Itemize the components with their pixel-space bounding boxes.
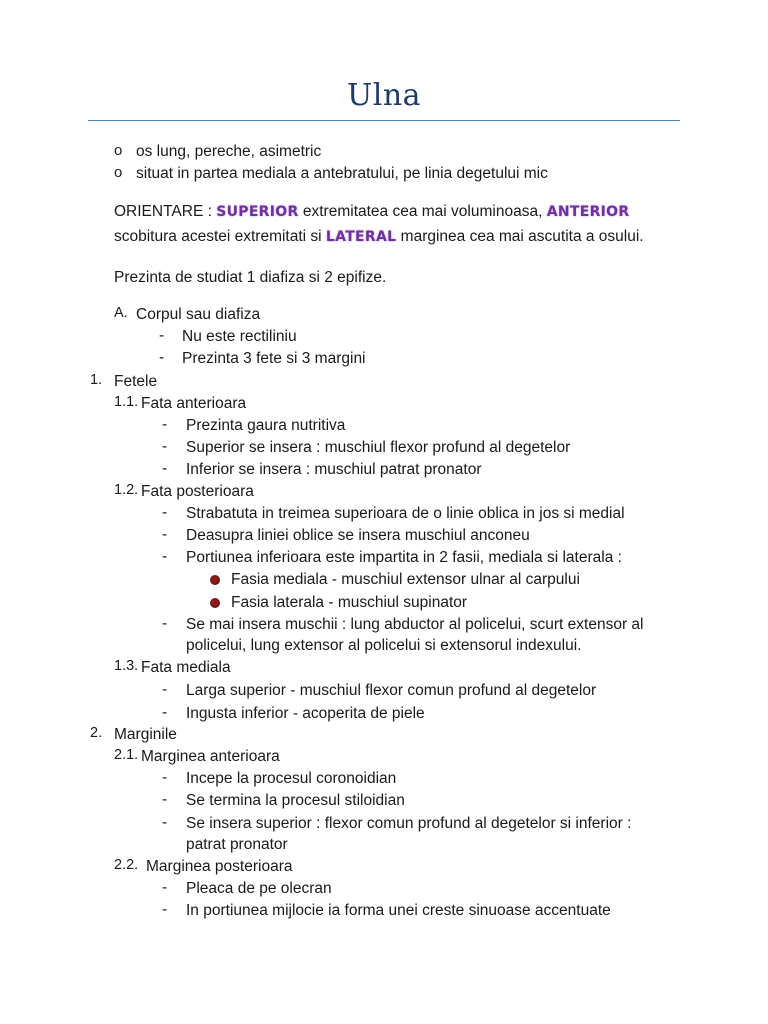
list-item-continuation: policelui, lung extensor al policelui si extensorul indexului. — [186, 637, 582, 654]
dash-bullet: - — [162, 704, 168, 721]
list-item: Incepe la procesul coronoidian — [186, 770, 397, 787]
list-item: Prezinta 3 fete si 3 margini — [182, 350, 366, 367]
subsection-marker: 1.1. — [114, 394, 139, 410]
title-rule — [88, 120, 680, 121]
subsection-marker: 2.2. — [114, 857, 139, 873]
intro-bullet-text: situat in partea mediala a antebratului, pe linia degetului mic — [136, 165, 548, 182]
keyword-anterior: ANTERIOR — [546, 204, 630, 220]
list-item: Se termina la procesul stiloidian — [186, 792, 405, 809]
sub-list-item: Fasia laterala - muschiul supinator — [231, 594, 468, 611]
list-item: Deasupra liniei oblice se insera muschiul anconeu — [186, 527, 530, 544]
list-item: Superior se insera : muschiul flexor profund al degetelor — [186, 439, 571, 456]
page-title: Ulna — [346, 78, 422, 113]
orientare-line-1 — [114, 202, 629, 222]
orientare-label: ORIENTARE : — [114, 203, 212, 220]
section-marker: 2. — [90, 725, 103, 741]
subsection-marker: 2.1. — [114, 747, 139, 763]
list-item-continuation: patrat pronator — [186, 836, 288, 853]
list-item: Pleaca de pe olecran — [186, 880, 332, 897]
open-bullet-icon: o — [114, 164, 123, 181]
section-heading: Marginile — [114, 726, 177, 743]
dash-bullet: - — [162, 504, 168, 521]
round-bullet-icon — [210, 575, 220, 585]
orientare-text: marginea cea mai ascutita a osului. — [400, 228, 644, 245]
dash-bullet: - — [162, 548, 168, 565]
dash-bullet: - — [162, 879, 168, 896]
list-item: Inferior se insera : muschiul patrat pronator — [186, 461, 482, 478]
subsection-heading: Fata mediala — [141, 659, 231, 676]
list-item: Se insera superior : flexor comun profund al degetelor si inferior : — [186, 815, 632, 832]
section-marker: 1. — [90, 372, 103, 388]
subsection-marker: 1.3. — [114, 658, 139, 674]
intro-bullet-text: os lung, pereche, asimetric — [136, 143, 322, 160]
dash-bullet: - — [162, 814, 168, 831]
orientare-text: scobitura acestei extremitati si — [114, 228, 322, 245]
round-bullet-icon — [210, 598, 220, 608]
dash-bullet: - — [162, 681, 168, 698]
section-heading: Corpul sau diafiza — [136, 306, 261, 323]
subsection-heading: Fata posterioara — [141, 483, 254, 500]
sub-list-item: Fasia mediala - muschiul extensor ulnar al carpului — [231, 571, 580, 588]
dash-bullet: - — [162, 416, 168, 433]
dash-bullet: - — [162, 526, 168, 543]
dash-bullet: - — [162, 769, 168, 786]
dash-bullet: - — [162, 791, 168, 808]
dash-bullet: - — [162, 615, 168, 632]
dash-bullet: - — [162, 460, 168, 477]
dash-bullet: - — [162, 901, 168, 918]
list-item: Larga superior - muschiul flexor comun profund al degetelor — [186, 682, 597, 699]
dash-bullet: - — [159, 349, 165, 366]
list-item: Se mai insera muschii : lung abductor al policelui, scurt extensor al — [186, 616, 644, 633]
subsection-heading: Fata anterioara — [141, 395, 247, 412]
dash-bullet: - — [159, 327, 165, 344]
list-item: In portiunea mijlocie ia forma unei creste sinuoase accentuate — [186, 902, 611, 919]
orientare-line-2 — [114, 227, 644, 247]
list-item: Nu este rectiliniu — [182, 328, 297, 345]
section-heading: Fetele — [114, 373, 158, 390]
list-item: Ingusta inferior - acoperita de piele — [186, 705, 425, 722]
subsection-marker: 1.2. — [114, 482, 139, 498]
list-item: Portiunea inferioara este impartita in 2 fasii, mediala si laterala : — [186, 549, 622, 566]
keyword-lateral: LATERAL — [325, 229, 397, 245]
prezinta-paragraph: Prezinta de studiat 1 diafiza si 2 epifize. — [114, 269, 387, 286]
dash-bullet: - — [162, 438, 168, 455]
orientare-text: extremitatea cea mai voluminoasa, — [302, 203, 543, 220]
subsection-heading: Marginea anterioara — [141, 748, 280, 765]
subsection-heading: Marginea posterioara — [146, 858, 293, 875]
keyword-superior: SUPERIOR — [216, 204, 299, 220]
open-bullet-icon: o — [114, 142, 123, 159]
list-item: Strabatuta in treimea superioara de o linie oblica in jos si medial — [186, 505, 625, 522]
list-item: Prezinta gaura nutritiva — [186, 417, 346, 434]
section-marker: A. — [114, 305, 128, 321]
